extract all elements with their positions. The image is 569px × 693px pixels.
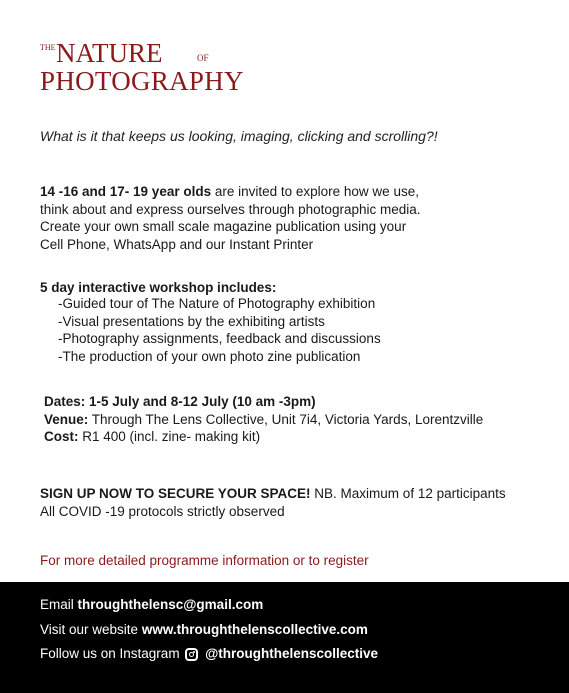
logo-the: THE	[40, 43, 56, 52]
intro-line-4: Cell Phone, WhatsApp and our Instant Printer	[40, 236, 314, 252]
instagram-icon	[185, 648, 198, 661]
signup-line	[40, 485, 506, 503]
cost	[44, 428, 483, 446]
workshop-heading: 5 day interactive workshop includes:	[40, 280, 277, 295]
footer-website	[40, 622, 368, 637]
footer	[0, 582, 569, 693]
tagline: What is it that keeps us looking, imaging, clicking and scrolling?!	[40, 128, 438, 144]
logo-photography: PHOTOGRAPHY	[40, 66, 244, 96]
email-label: Email	[40, 597, 78, 612]
cost-value: R1 400 (incl. zine- making kit)	[78, 429, 261, 444]
intro-line-3: Create your own small scale magazine publication using your	[40, 219, 407, 234]
email-link[interactable]: throughthelensc@gmail.com	[77, 597, 264, 612]
website-link[interactable]: www.throughthelenscollective.com	[141, 622, 368, 637]
venue	[44, 411, 483, 429]
venue-label: Venue:	[44, 411, 89, 427]
register-text: For more detailed programme information or to register	[40, 553, 369, 568]
cost-label: Cost:	[44, 429, 79, 444]
website-label: Visit our website	[40, 622, 142, 637]
logo-nature: NATURE	[56, 38, 163, 68]
workshop-item: -The production of your own photo zine publication	[58, 348, 361, 364]
workshop-item: -Guided tour of The Nature of Photography exhibition	[58, 296, 376, 311]
venue-value: Through The Lens Collective, Unit 7i4, Victoria Yards, Lorentzville	[88, 411, 484, 427]
intro-paragraph	[40, 183, 421, 253]
intro-line-2: think about and express ourselves through photographic media.	[40, 201, 421, 217]
event-details	[44, 393, 483, 446]
footer-instagram	[40, 646, 378, 661]
intro-line-1	[40, 183, 421, 201]
participants-note: NB. Maximum of 12 participants	[310, 486, 506, 501]
signup-cta: SIGN UP NOW TO SECURE YOUR SPACE!	[40, 486, 311, 501]
signup-section	[40, 485, 506, 520]
intro-ages: 14 -16 and 17- 19 year olds	[40, 184, 212, 199]
instagram-handle[interactable]: @throughthelenscollective	[205, 646, 379, 661]
covid-note: All COVID -19 protocols strictly observed	[40, 503, 285, 519]
workshop-item: -Visual presentations by the exhibiting artists	[58, 313, 325, 329]
footer-email	[40, 597, 263, 612]
dates: Dates: 1-5 July and 8-12 July (10 am -3pm)	[44, 394, 316, 409]
workshop-list	[58, 295, 381, 365]
intro-line-1-rest: are invited to explore how we use,	[211, 184, 419, 199]
logo-of: OF	[197, 53, 209, 63]
workshop-item: -Photography assignments, feedback and discussions	[58, 331, 381, 346]
instagram-label: Follow us on Instagram	[40, 646, 180, 661]
